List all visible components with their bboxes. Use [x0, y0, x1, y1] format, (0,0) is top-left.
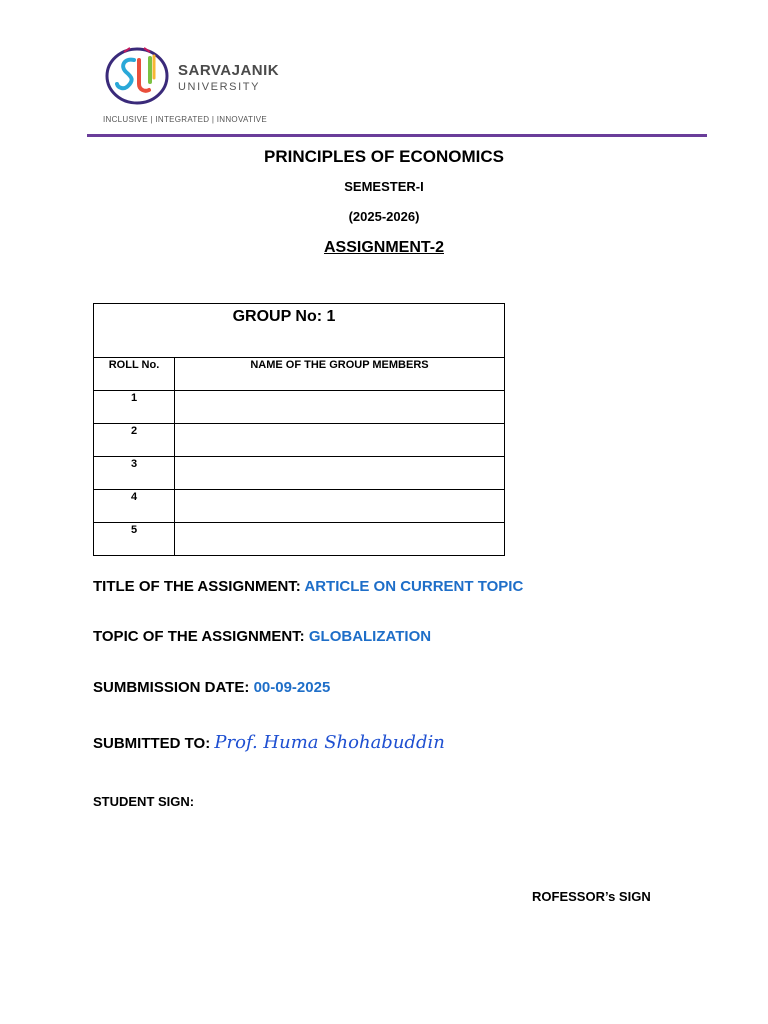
professor-name: Prof. Huma Shohabuddin — [214, 732, 445, 753]
roll-cell: 1 — [94, 391, 175, 424]
semester-label: SEMESTER-I — [344, 179, 424, 194]
name-cell[interactable] — [175, 490, 505, 523]
logo-subtitle: UNIVERSITY — [178, 81, 261, 93]
submission-date-label: SUMBMISSION DATE: — [93, 679, 254, 696]
sarvajanik-emblem-icon — [104, 46, 170, 106]
group-title: GROUP No: 1 — [94, 304, 505, 358]
professor-sign-label: ROFESSOR’s SIGN — [532, 889, 651, 904]
assignment-heading: ASSIGNMENT-2 — [323, 239, 444, 256]
assignment-topic-field — [93, 628, 431, 645]
logo-name: SARVAJANIK — [178, 62, 280, 79]
assignment-title-field — [93, 578, 523, 595]
assignment-title-value: ARTICLE ON CURRENT TOPIC — [304, 578, 524, 595]
submission-date-value: 00-09-2025 — [253, 679, 331, 696]
table-row — [94, 424, 505, 457]
roll-cell: 4 — [94, 490, 175, 523]
assignment-title-label: TITLE OF THE ASSIGNMENT: — [93, 578, 305, 595]
table-row — [94, 391, 505, 424]
group-members-table — [93, 303, 505, 556]
table-row — [94, 457, 505, 490]
assignment-topic-label: TOPIC OF THE ASSIGNMENT: — [93, 628, 309, 645]
table-row — [94, 523, 505, 556]
logo-tagline: INCLUSIVE | INTEGRATED | INNOVATIVE — [103, 115, 268, 124]
roll-cell: 5 — [94, 523, 175, 556]
column-header-roll: ROLL No. — [94, 358, 175, 391]
student-sign-label: STUDENT SIGN: — [93, 794, 195, 809]
table-row — [94, 490, 505, 523]
submitted-to-field — [93, 732, 445, 753]
course-title: PRINCIPLES OF ECONOMICS — [264, 147, 504, 166]
column-header-name: NAME OF THE GROUP MEMBERS — [175, 358, 505, 391]
university-logo — [100, 44, 290, 130]
submitted-to-label: SUBMITTED TO: — [93, 735, 215, 752]
header-divider — [87, 134, 707, 137]
submission-date-field — [93, 679, 330, 696]
name-cell[interactable] — [175, 523, 505, 556]
name-cell[interactable] — [175, 391, 505, 424]
assignment-topic-value: GLOBALIZATION — [308, 628, 432, 645]
name-cell[interactable] — [175, 424, 505, 457]
roll-cell: 2 — [94, 424, 175, 457]
roll-cell: 3 — [94, 457, 175, 490]
academic-year: (2025-2026) — [348, 209, 420, 224]
name-cell[interactable] — [175, 457, 505, 490]
